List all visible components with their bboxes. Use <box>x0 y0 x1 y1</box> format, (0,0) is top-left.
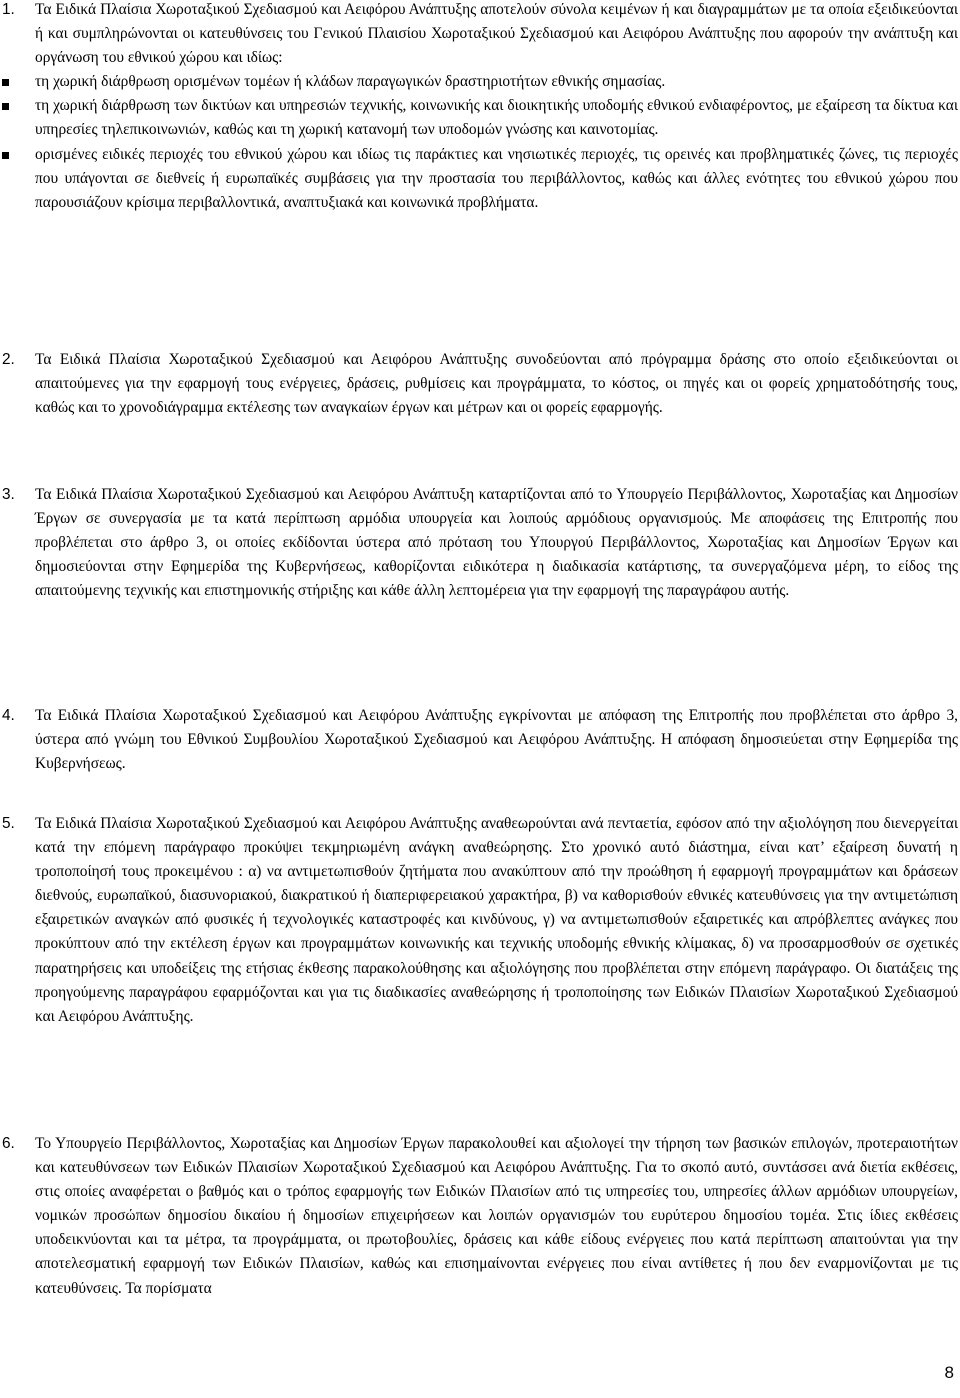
paragraph-text: Τα Ειδικά Πλαίσια Χωροταξικού Σχεδιασμού και Αειφόρου Ανάπτυξης αναθεωρούνται ανά πενταετία, εφόσον από την αξιολόγηση που διενεργείται κατά την επόμενη παράγραφο προκύψει τεκμηριωμένη ανάγκη αναθεώρησης. Στο χρονικό αυτό διάστημα, είναι κατ’ εξαίρεση δυνατή η τροποποίησή τους προκειμένου : α) να αντιμετωπισθούν ζητήματα που ανακύπτουν από την προώθηση ή εφαρμογή προγραμμάτων και δράσεων διεθνούς, ευρωπαϊκού, διασυνοριακού, διακρατικού ή διαπεριφερειακού χαρακτήρα, β) να καθορισθούν εθνικές κατευθύνσεις για την αντιμετώπιση εξαιρετικών αναγκών από φυσικές ή τεχνολογικές καταστροφές και κινδύνους, γ) να αντιμετωπισθούν εξαιρετικές και απρόβλεπτες ανάγκες που προκύπτουν από την εκτέλεση έργων και προγραμμάτων κοινωνικής και τεχνικής υποδομής εθνικής κλίμακας, δ) να προσαρμοσθούν σε σχετικές παρατηρήσεις και υποδείξεις της ετήσιας έκθεσης παρακολούθησης και αξιολόγησης που προβλέπεται στην επόμενη παράγραφο. Οι διατάξεις της προηγούμενης παραγράφου εφαρμόζονται και για τις διαδικασίες αναθεώρησης ή τροποποίησης των Ειδικών Πλαισίων Χωροταξικού Σχεδιασμού και Αειφόρου Ανάπτυξης. <box>35 815 958 1025</box>
list-item-text: ορισμένες ειδικές περιοχές του εθνικού χώρου και ιδίως τις παράκτιες και νησιωτικές περιοχές, τις ορεινές και προβληματικές ζώνες, τις περιοχές που υπάγονται σε διεθνείς ή ευρωπαϊκές συμβάσεις για την προστασία του περιβάλλοντος, καθώς και άλλες ενότητες του εθνικού χώρου που παρουσιάζουν κρίσιμα περιβαλλοντικά, αναπτυξιακά και κοινωνικά προβλήματα. <box>35 145 958 211</box>
square-bullet-icon <box>2 79 9 86</box>
page-number: 8 <box>944 1363 954 1382</box>
paragraph-text: Το Υπουργείο Περιβάλλοντος, Χωροταξίας και Δημοσίων Έργων παρακολουθεί και αξιολογεί την τήρηση των βασικών επιλογών, προτεραιοτήτων και κατευθύνσεων των Ειδικών Πλαισίων Χωροταξικού Σχεδιασμού και Αειφόρου Ανάπτυξης. Για το σκοπό αυτό, συντάσσει ανά διετία εκθέσεις, στις οποίες αναφέρεται ο βαθμός και ο τρόπος εφαρμογής των Ειδικών Πλαισίων από τις υπηρεσίες του, υπηρεσίες άλλων αρμόδιων υπουργείων, νομικών προσώπων δημοσίου δικαίου ή δημοσίων επιχειρήσεων και λοιπών οργανισμών του ευρύτερου δημοσίου τομέα. Στις ίδιες εκθέσεις υποδεικνύονται και τα μέτρα, τα προγράμματα, οι πρωτοβουλίες, δράσεις και κάθε είδους ενέργειες που κατά περίπτωση απαιτούνται για την αποτελεσματική εφαρμογή των Ειδικών Πλαισίων, καθώς και επισημαίνονται ενέργειες που είναι αντίθετες ή που δεν εναρμονίζονται με τις κατευθύνσεις. Τα πορίσματα <box>35 1135 958 1297</box>
paragraph-number: 2. <box>2 351 15 368</box>
paragraph-number: 1. <box>2 1 15 18</box>
list-item-text: τη χωρική διάρθρωση ορισμένων τομέων ή κλάδων παραγωγικών δραστηριοτήτων εθνικής σημασίας. <box>35 73 666 91</box>
square-bullet-icon <box>2 103 9 110</box>
list-item <box>0 94 958 142</box>
paragraph-1 <box>0 0 958 215</box>
paragraph-number: 4. <box>2 707 15 724</box>
paragraph-4 <box>0 704 958 776</box>
paragraph-6 <box>0 1132 958 1301</box>
paragraph-number: 3. <box>2 486 15 503</box>
paragraph-number: 6. <box>2 1135 15 1152</box>
list-item-text: τη χωρική διάρθρωση των δικτύων και υπηρεσιών τεχνικής, κοινωνικής και διοικητικής υποδομής εθνικού ενδιαφέροντος, με εξαίρεση τα δίκτυα και υπηρεσίες τηλεπικοινωνιών, καθώς και τη χωρική κατανομή των υποδομών γνώσης και καινοτομίας. <box>35 97 958 139</box>
square-bullet-icon <box>2 152 9 159</box>
list-item <box>0 70 958 94</box>
paragraph-5 <box>0 812 958 1029</box>
paragraph-3 <box>0 483 958 603</box>
list-item <box>0 143 958 215</box>
paragraph-text: Τα Ειδικά Πλαίσια Χωροταξικού Σχεδιασμού και Αειφόρου Ανάπτυξης συνοδεύονται από πρόγραμμα δράσης στο οποίο εξειδικεύονται οι απαιτούμενες για την εφαρμογή τους ενέργειες, δράσεις, ρυθμίσεις και προγράμματα, το κόστος, οι πηγές και οι φορείς χρηματοδότησής τους, καθώς και το χρονοδιάγραμμα εκτέλεσης των αναγκαίων έργων και μέτρων και οι φορείς εφαρμογής. <box>35 351 958 417</box>
paragraph-text: Τα Ειδικά Πλαίσια Χωροταξικού Σχεδιασμού και Αειφόρου Ανάπτυξη καταρτίζονται από το Υπουργείο Περιβάλλοντος, Χωροταξίας και Δημοσίων Έργων σε συνεργασία με τα κατά περίπτωση αρμόδια υπουργεία και λοιπούς αρμόδιους οργανισμούς. Με αποφάσεις της Επιτροπής που προβλέπεται στο άρθρο 3, οι οποίες εκδίδονται ύστερα από πρόταση του Υπουργού Περιβάλλοντος, Χωροταξίας και Δημοσίων Έργων και δημοσιεύονται στην Εφημερίδα της Κυβερνήσεως, καθορίζονται ειδικότερα η διαδικασία κατάρτισης, τα συνεργαζόμενα μέρη, το είδος της απαιτούμενης τεχνικής και επιστημονικής στήριξης και κάθε άλλη λεπτομέρεια για την εφαρμογή της παραγράφου αυτής. <box>35 486 958 600</box>
paragraph-number: 5. <box>2 815 15 832</box>
bullet-list <box>0 70 958 215</box>
paragraph-text: Τα Ειδικά Πλαίσια Χωροταξικού Σχεδιασμού και Αειφόρου Ανάπτυξης αποτελούν σύνολα κειμένων ή και διαγραμμάτων με τα οποία εξειδικεύονται ή και συμπληρώνονται οι κατευθύνσεις του Γενικού Πλαισίου Χωροταξικού Σχεδιασμού και Αειφόρου Ανάπτυξης που αφορούν την ανάπτυξη και οργάνωση του εθνικού χώρου και ιδίως: <box>35 1 958 67</box>
paragraph-text: Τα Ειδικά Πλαίσια Χωροταξικού Σχεδιασμού και Αειφόρου Ανάπτυξης εγκρίνονται με απόφαση της Επιτροπής που προβλέπεται στο άρθρο 3, ύστερα από γνώμη του Εθνικού Συμβουλίου Χωροταξικού Σχεδιασμού και Αειφόρου Ανάπτυξης. Η απόφαση δημοσιεύεται στην Εφημερίδα της Κυβερνήσεως. <box>35 707 958 773</box>
paragraph-2 <box>0 348 958 420</box>
